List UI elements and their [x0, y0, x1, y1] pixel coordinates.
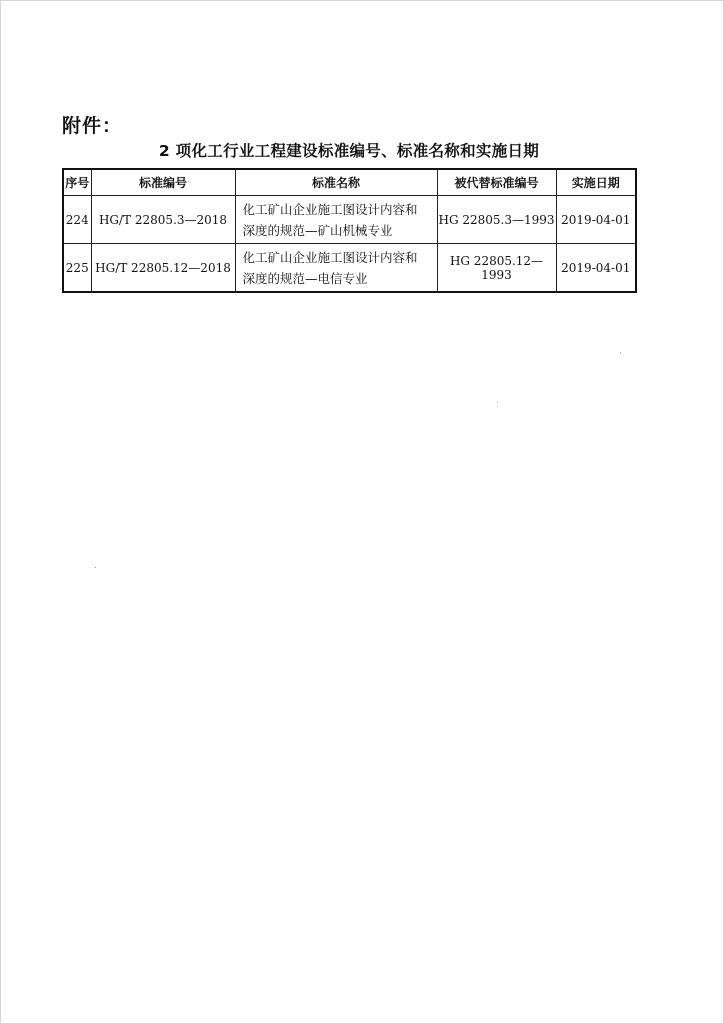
scan-speck	[497, 402, 498, 403]
cell-effective-date: 2019-04-01	[556, 196, 636, 244]
cell-effective-date: 2019-04-01	[556, 244, 636, 293]
header-standard-code: 标准编号	[91, 169, 235, 196]
table-row	[63, 196, 636, 244]
cell-replaced-code: HG 22805.12—1993	[437, 244, 556, 293]
header-seq: 序号	[63, 169, 91, 196]
cell-standard-name	[235, 196, 437, 244]
scan-speck	[620, 352, 621, 353]
standard-name-line: 深度的规范—矿山机械专业	[242, 222, 393, 238]
scan-speck	[95, 567, 96, 568]
cell-standard-code: HG/T 22805.3—2018	[91, 196, 235, 244]
cell-seq: 225	[63, 244, 91, 293]
standard-name-line: 化工矿山企业施工图设计内容和	[242, 249, 418, 265]
standard-name-line: 深度的规范—电信专业	[242, 270, 368, 286]
standards-table	[62, 168, 637, 293]
table-header-row	[63, 169, 636, 196]
header-replaced-code: 被代替标准编号	[437, 169, 556, 196]
cell-standard-name	[235, 244, 437, 293]
document-title: 2 项化工行业工程建设标准编号、标准名称和实施日期	[158, 142, 540, 160]
cell-seq: 224	[63, 196, 91, 244]
attachment-label: 附件：	[62, 115, 123, 137]
header-effective-date: 实施日期	[556, 169, 636, 196]
header-standard-name: 标准名称	[235, 169, 437, 196]
standard-name-line: 化工矿山企业施工图设计内容和	[242, 201, 418, 217]
table-row	[63, 244, 636, 293]
cell-replaced-code: HG 22805.3—1993	[437, 196, 556, 244]
cell-standard-code: HG/T 22805.12—2018	[91, 244, 235, 293]
